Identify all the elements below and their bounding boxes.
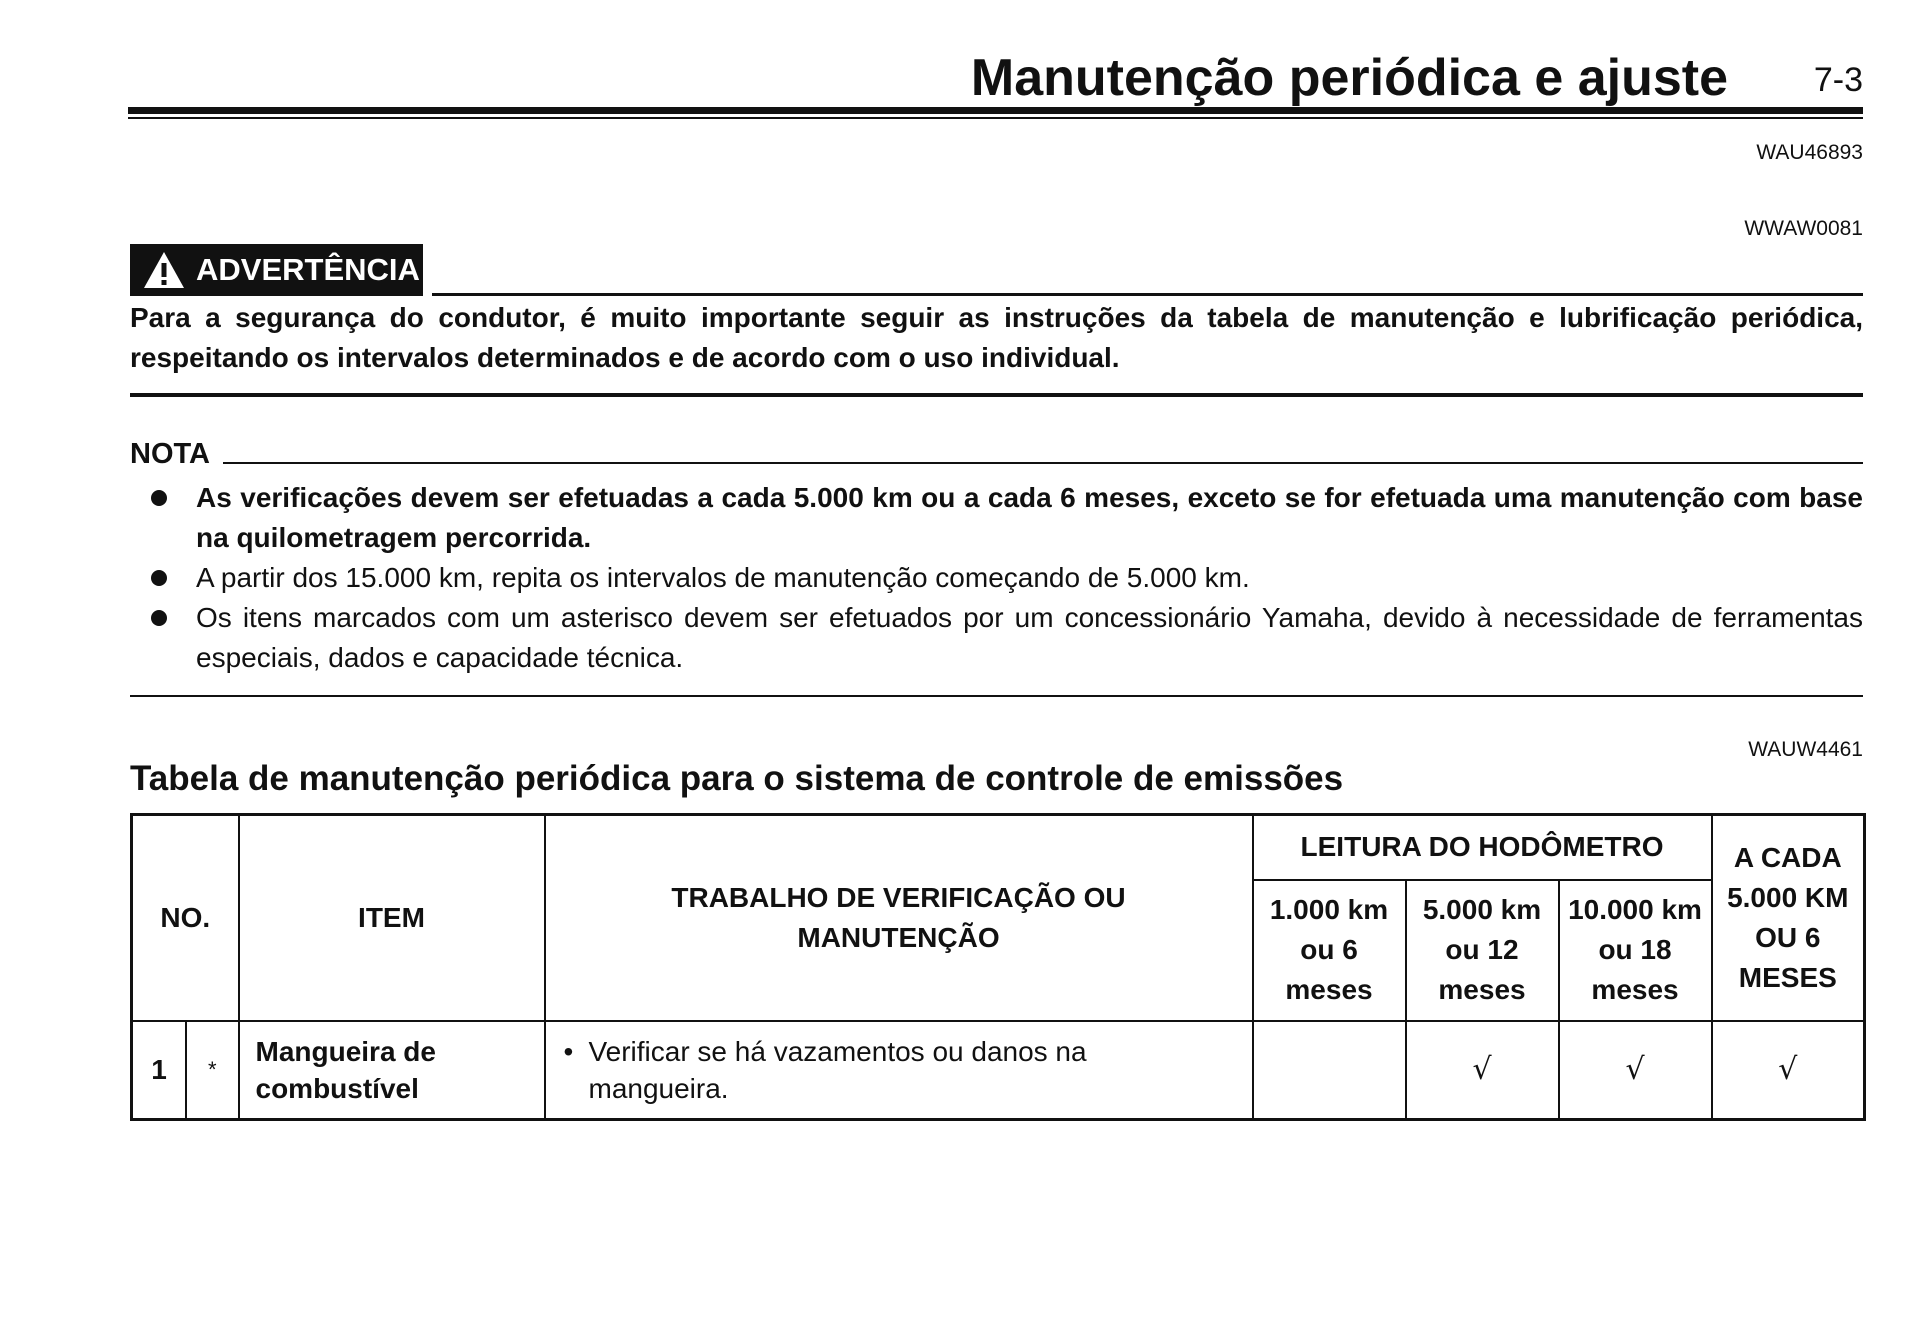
bullet-icon	[151, 610, 167, 626]
bullet-icon: •	[563, 1035, 574, 1067]
header-every: A CADA 5.000 KM OU 6 MESES	[1712, 815, 1865, 1021]
header-rule	[128, 107, 1863, 114]
header-odometer: LEITURA DO HODÔMETRO	[1253, 815, 1712, 880]
note-list	[130, 478, 1863, 678]
header-no: NO.	[132, 815, 239, 1021]
header-rule-thin	[128, 117, 1863, 119]
header-km10000: 10.000 km ou 18 meses	[1559, 880, 1712, 1021]
doc-code-top: WAU46893	[1756, 141, 1863, 164]
header-km1000: 1.000 km ou 6 meses	[1253, 880, 1406, 1021]
note-item	[130, 598, 1863, 678]
page-number: 7-3	[1813, 61, 1863, 99]
header-item: ITEM	[239, 815, 545, 1021]
header-work: TRABALHO DE VERIFICAÇÃO OU MANUTENÇÃO	[545, 815, 1253, 1021]
row-work	[564, 1033, 1252, 1107]
section-title: Tabela de manutenção periódica para o sistema de controle de emissões	[130, 759, 1344, 798]
note-item-text: As verificações devem ser efetuadas a cada 5.000 km ou a cada 6 meses, exceto se for efetuada uma manutenção com base na quilometragem percorrida.	[196, 482, 1863, 553]
note-item-text: Os itens marcados com um asterisco devem ser efetuados por um concessionário Yamaha, devido à necessidade de ferramentas especiais, dados e capacidade técnica.	[196, 602, 1863, 673]
page-title: Manutenção periódica e ajuste	[970, 49, 1728, 107]
warning-text: Para a segurança do condutor, é muito importante seguir as instruções da tabela de manutenção e lubrificação periódica, respeitando os intervalos determinados e de acordo com o uso individual.	[130, 302, 1863, 373]
note-label: NOTA	[130, 438, 211, 470]
row-work-text: Verificar se há vazamentos ou danos na mangueira.	[588, 1035, 1087, 1104]
doc-code-table: WAUW4461	[1748, 738, 1863, 761]
bullet-icon	[151, 570, 167, 586]
note-bottom-rule	[130, 695, 1863, 697]
page-header	[130, 46, 1863, 106]
maintenance-table	[130, 813, 1866, 1121]
row-number-split	[133, 1022, 238, 1118]
table-row	[132, 1021, 1865, 1120]
row-work-cell	[545, 1021, 1253, 1120]
warning-triangle-icon	[142, 250, 186, 290]
row-number: 1	[133, 1022, 186, 1118]
note-rule	[223, 462, 1863, 464]
warning-rule	[432, 293, 1863, 296]
bullet-icon	[151, 490, 167, 506]
warning-bottom-rule	[130, 393, 1863, 397]
row-km1000	[1253, 1021, 1406, 1120]
doc-code-warning: WWAW0081	[1744, 217, 1863, 240]
warning-label: ADVERTÊNCIA	[196, 252, 420, 287]
note-item-text: A partir dos 15.000 km, repita os intervalos de manutenção começando de 5.000 km.	[196, 562, 1250, 593]
row-number-cell	[132, 1021, 239, 1120]
header-km5000: 5.000 km ou 12 meses	[1406, 880, 1559, 1021]
note-item	[130, 478, 1863, 558]
row-every: √	[1712, 1021, 1865, 1120]
row-km5000: √	[1406, 1021, 1559, 1120]
row-item: Mangueira de combustível	[239, 1021, 545, 1120]
note-item	[130, 558, 1863, 598]
row-km10000: √	[1559, 1021, 1712, 1120]
row-asterisk: *	[207, 1056, 217, 1082]
warning-badge	[130, 244, 423, 296]
